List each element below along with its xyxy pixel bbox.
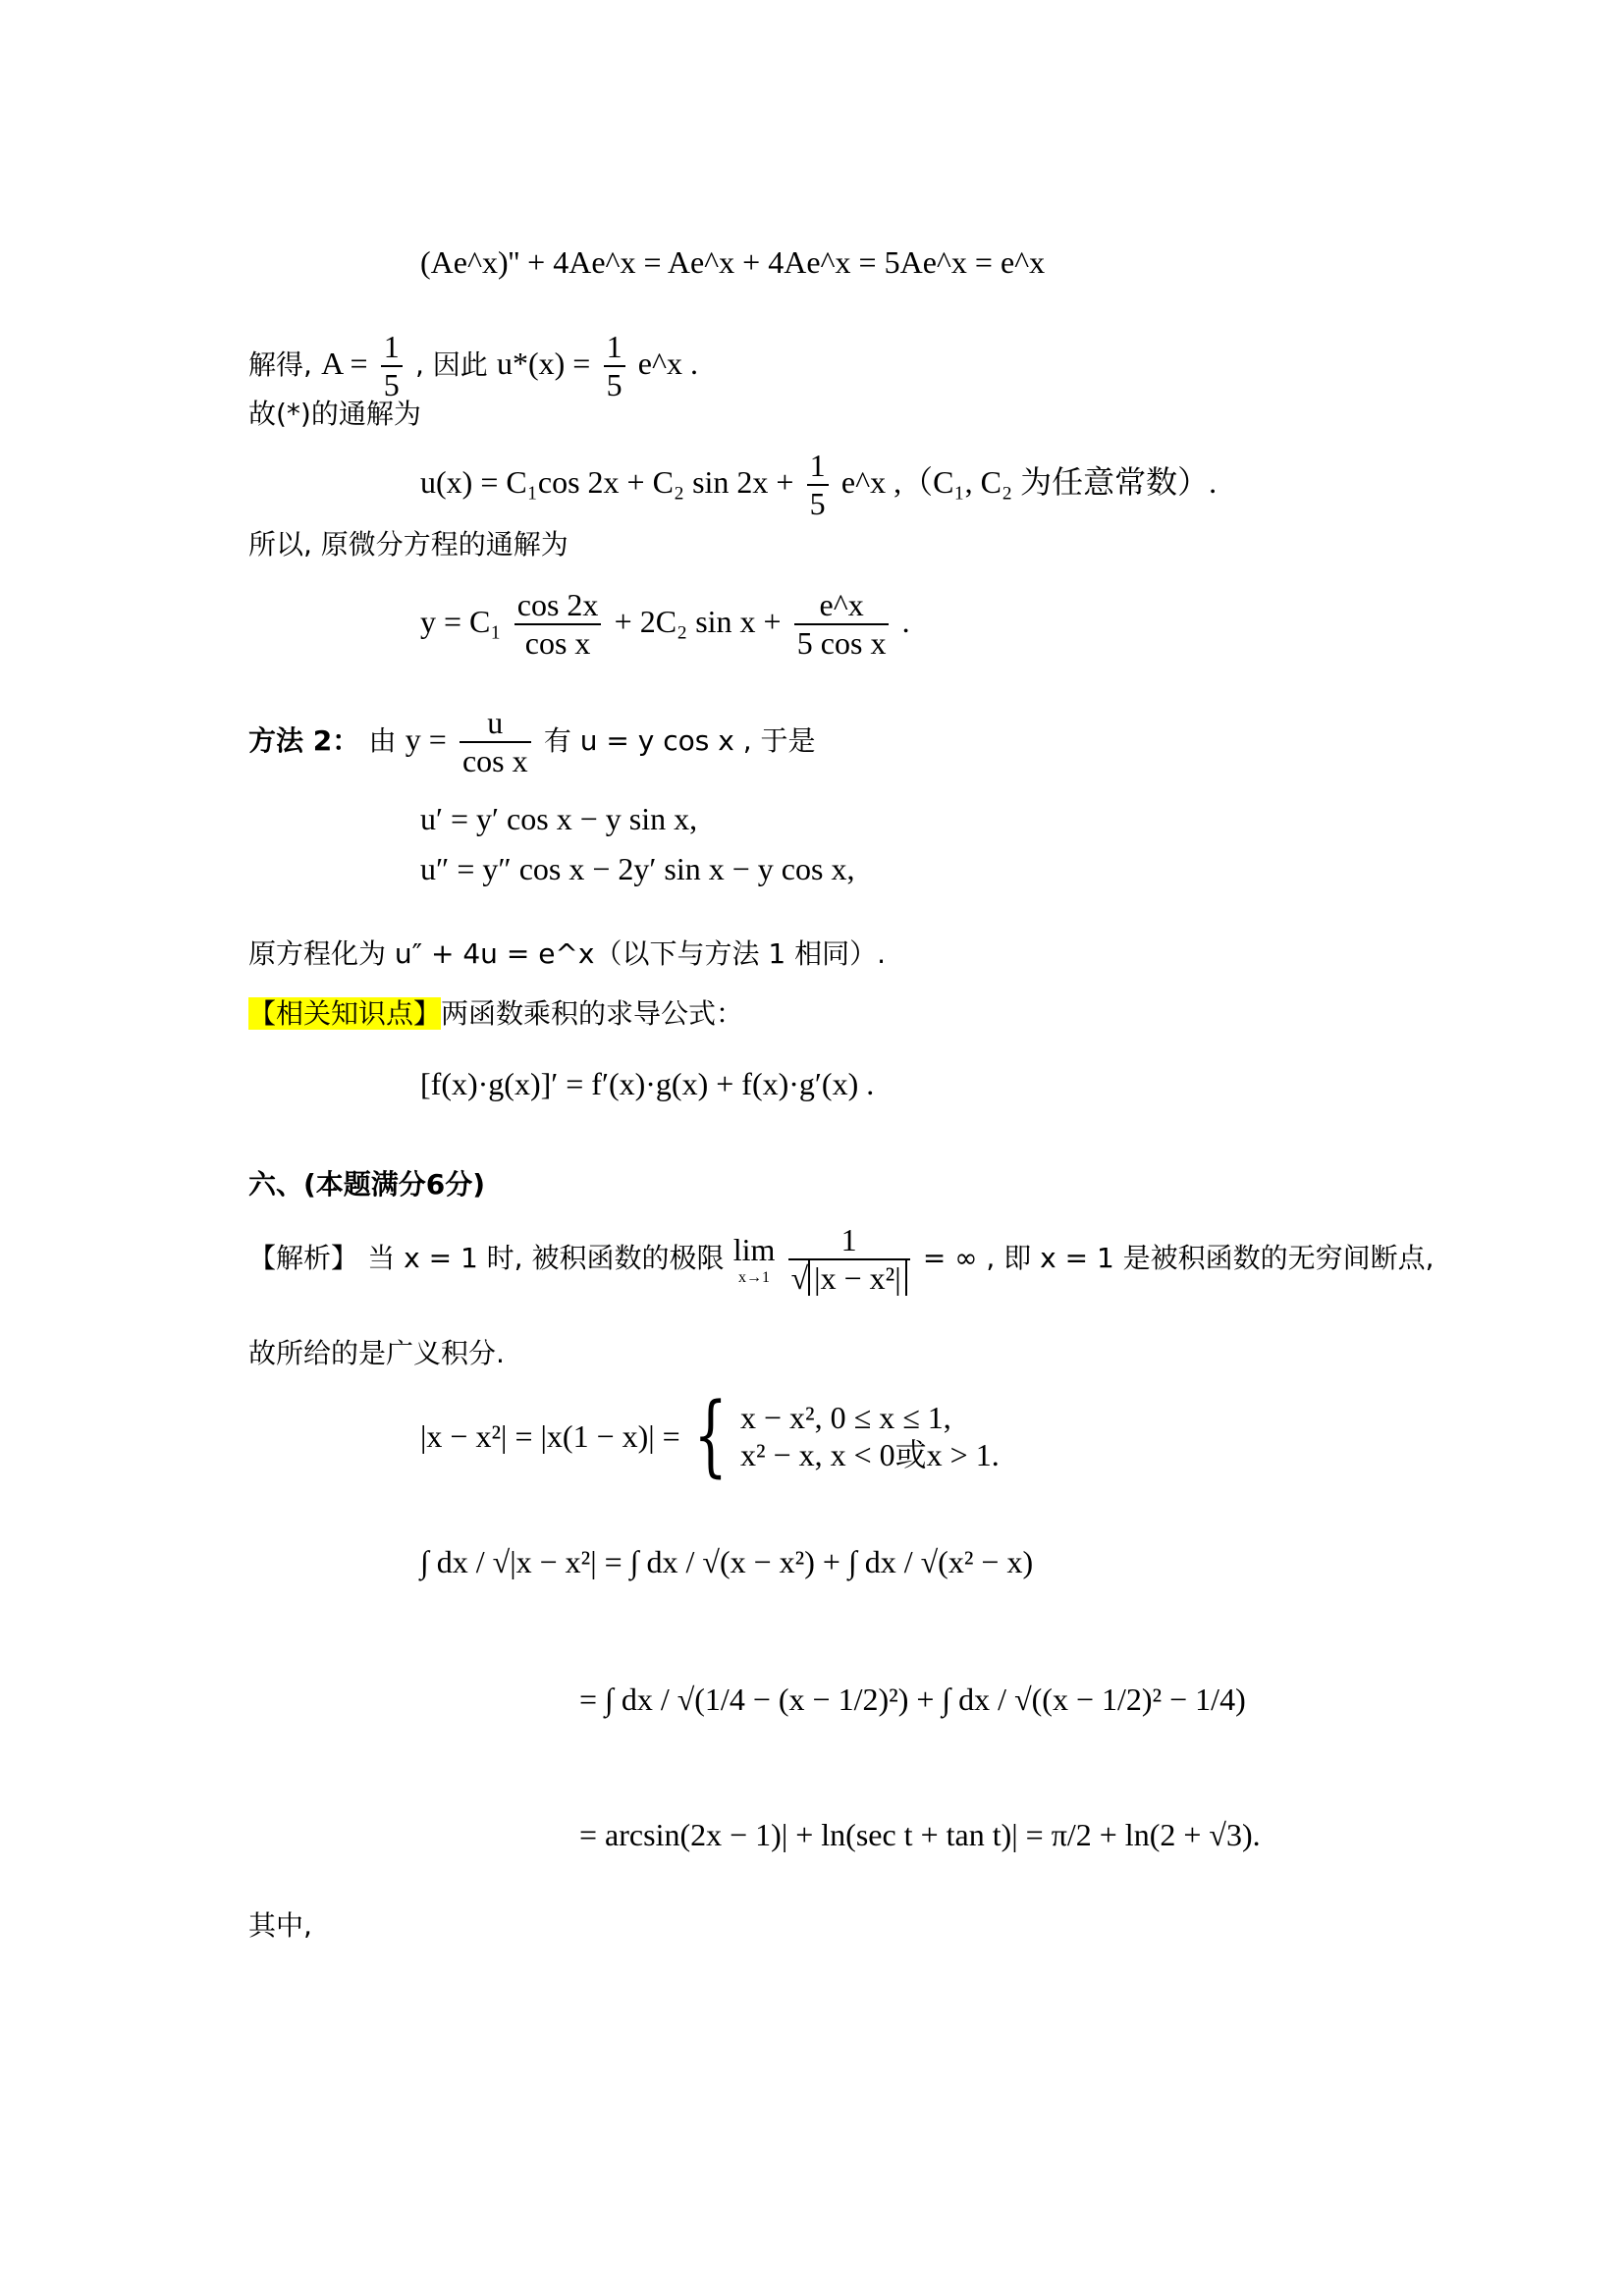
fraction-one-fifth-2 bbox=[604, 329, 625, 403]
piecewise-definition bbox=[420, 1384, 1000, 1487]
analysis-line bbox=[248, 1222, 1435, 1297]
left-brace-icon: { bbox=[693, 1384, 728, 1487]
integral-right: = ∫ dx / √(x − x²) + ∫ dx / √(x² − x) bbox=[604, 1544, 1034, 1579]
equation-Ae-derivative bbox=[420, 243, 1045, 281]
frac-den: √ |x − x²| bbox=[788, 1260, 910, 1297]
integral-line-3: = arcsin(2x − 1)| + ln(sec t + tan t)| = π/2 + ln(2 + √3). bbox=[579, 1817, 1261, 1852]
product-rule-equation: [f(x)·g(x)]′ = f′(x)·g(x) + f(x)·g′(x) . bbox=[420, 1066, 875, 1101]
y-eq-left: y = C₁ bbox=[420, 603, 502, 639]
frac-num: 1 bbox=[381, 329, 403, 367]
section-title: 六、(本题满分6分) bbox=[248, 1168, 486, 1201]
frac-den: 5 cos x bbox=[796, 624, 887, 661]
lim-word: lim bbox=[732, 1232, 776, 1267]
frac-den: 5 bbox=[606, 366, 623, 402]
fraction-cos2x-cosx bbox=[514, 587, 602, 662]
lim-sub: x→1 bbox=[738, 1269, 771, 1287]
equation-text: (Ae^x)'' + 4Ae^x = Ae^x + 4Ae^x = 5Ae^x = e^x bbox=[420, 244, 1046, 280]
improper-integral-text: 故所给的是广义积分. bbox=[248, 1337, 505, 1369]
integral-left: ∫ dx / √|x − x²| bbox=[420, 1544, 597, 1579]
u-eq-left: u(x) = C₁cos 2x + C₂ sin 2x + bbox=[420, 463, 794, 500]
analysis-text2: = ∞ , 即 x = 1 是被积函数的无穷间断点, bbox=[922, 1241, 1435, 1274]
solve-prefix: 解得, bbox=[248, 347, 312, 381]
u-double-prime-equation: u″ = y″ cos x − 2y′ sin x − y cos x, bbox=[420, 851, 855, 886]
knowledge-label: 【相关知识点】 bbox=[248, 997, 442, 1030]
y-eq-end: . bbox=[901, 603, 910, 639]
frac-num: u bbox=[460, 705, 531, 743]
method2-by: 由 bbox=[368, 723, 397, 757]
fraction-limit bbox=[788, 1222, 910, 1297]
reduced-equation-text: 原方程化为 u″ + 4u = e^x（以下与方法 1 相同）. bbox=[248, 937, 886, 970]
method2-y-eq: y = bbox=[405, 721, 447, 757]
case-2: x² − x, x < 0或x > 1. bbox=[739, 1437, 1000, 1472]
analysis-label: 【解析】 bbox=[248, 1241, 359, 1274]
fraction-one-fifth-3 bbox=[807, 448, 829, 522]
frac-den: cos x bbox=[524, 624, 591, 661]
u-general-solution bbox=[420, 448, 1217, 522]
abs-value: |x − x²| bbox=[808, 1258, 906, 1296]
solve-A-line bbox=[248, 329, 698, 403]
analysis-text1: 当 x = 1 时, 被积函数的极限 bbox=[367, 1241, 725, 1274]
solve-u-text: u*(x) = bbox=[496, 345, 591, 381]
integral-line-2: = ∫ dx / √(1/4 − (x − 1/2)²) + ∫ dx / √((x − 1/2)² − 1/4) bbox=[579, 1682, 1246, 1717]
limit-operator bbox=[733, 1231, 776, 1288]
knowledge-text: 两函数乘积的求导公式： bbox=[441, 997, 744, 1030]
abs-left: |x − x²| = |x(1 − x)| = bbox=[420, 1417, 680, 1454]
piecewise-block bbox=[420, 1384, 1000, 1487]
integral-line-1 bbox=[420, 1543, 1033, 1580]
original-solution-label: 所以, 原微分方程的通解为 bbox=[248, 528, 568, 561]
solve-A-text: A = bbox=[321, 345, 368, 381]
y-eq-mid: + 2C₂ sin x + bbox=[614, 603, 782, 639]
frac-den: 5 bbox=[383, 366, 400, 402]
frac-num: 1 bbox=[788, 1222, 910, 1260]
case-1: x − x², 0 ≤ x ≤ 1, bbox=[739, 1399, 951, 1435]
frac-num: cos 2x bbox=[514, 587, 602, 625]
u-eq-right: e^x ,（C₁, C₂ 为任意常数）. bbox=[840, 463, 1218, 500]
solve-mid: , 因此 bbox=[414, 347, 488, 381]
y-general-solution bbox=[420, 587, 910, 662]
where-text: 其中, bbox=[248, 1909, 312, 1942]
fraction-one-fifth bbox=[381, 329, 403, 403]
solve-tail: e^x . bbox=[637, 345, 698, 381]
frac-num: 1 bbox=[807, 448, 829, 486]
knowledge-line bbox=[248, 996, 743, 1031]
fraction-ex-5cosx bbox=[794, 587, 890, 662]
frac-num: 1 bbox=[604, 329, 625, 367]
general-solution-label: 故(*)的通解为 bbox=[248, 398, 421, 430]
frac-den: cos x bbox=[461, 742, 528, 778]
frac-num: e^x bbox=[794, 587, 890, 625]
method2-tail: 有 u = y cos x , 于是 bbox=[543, 723, 816, 757]
frac-den: 5 bbox=[809, 485, 826, 521]
fraction-u-cosx bbox=[460, 705, 531, 779]
method2-line bbox=[248, 705, 816, 779]
cases bbox=[740, 1399, 1000, 1474]
u-prime-equation: u′ = y′ cos x − y sin x, bbox=[420, 801, 698, 836]
method2-label: 方法 2： bbox=[248, 723, 360, 757]
